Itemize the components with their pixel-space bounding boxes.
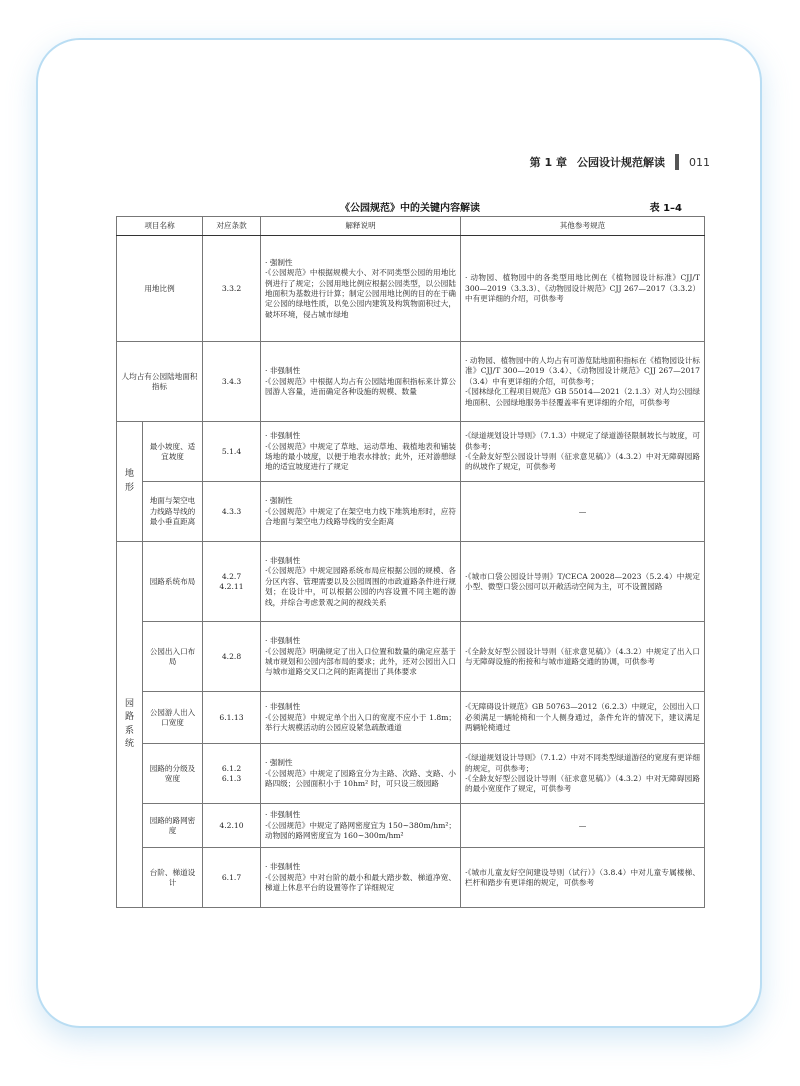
chapter-title: 公园设计规范解读 [577,156,665,169]
group-label-char: 系 [124,725,134,736]
table-row [117,744,705,804]
clause: 3.3.2 [203,236,261,342]
explain-cell [261,848,461,908]
explain-line: · 强制性 [265,758,293,768]
table-header-row [117,217,705,236]
clause-line: 4.2.11 [219,581,244,591]
page-number: 011 [689,155,710,169]
table-number: 表 1–4 [649,203,682,214]
ref-line: ·《园林绿化工程项目规范》GB 55014—2021（2.1.3）对人均公园绿地面积、公园绿地服务半径覆盖率有更详细的介绍，可供参考 [465,387,700,407]
group-label-char: 路 [124,712,134,723]
explain-cell [261,744,461,804]
item-name: 最小坡度、适宜坡度 [143,422,203,482]
refs-cell [461,744,705,804]
explain-line: ·《公园规范》中规定园路系统布局应根据公园的规模、各分区内容、管理需要以及公园周围的市政道路条件进行规划；在设计中，可以根据公园的内容设置不同主题的游线，并综合考虑景观之间的视线关系 [265,566,456,607]
explain-line: · 非强制性 [265,636,301,646]
explain-cell [261,236,461,342]
clause: 6.1.13 [203,692,261,744]
table-row [117,622,705,692]
table-row [117,804,705,848]
table-row [117,692,705,744]
ref-line: ·《全龄友好型公园设计导则（征求意见稿）》（4.3.2）中对无障碍园路的纵坡作了规定，可供参考 [465,451,700,472]
explain-line: ·《公园规范》明确规定了出入口位置和数量的确定应基于城市规划和公园内部布局的要求；此外，还对公园出入口与城市道路交叉口之间的距离提出了具体要求 [265,646,456,677]
explain-line: ·《公园规范》中根据规模大小、对不同类型公园的用地比例进行了规定；公园用地比例应根据公园类型，以公园陆地面积为基数进行计算；制定公园用地比例的目的在于确定公园的绿地性质，以免公园内建筑及构筑物面积过大，破坏环境，侵占城市绿地 [265,268,456,319]
clause-line: 4.2.7 [221,571,242,581]
item-name: 台阶、梯道设计 [143,848,203,908]
item-name: 公园出入口布局 [143,622,203,692]
ref-line: ·《绿道规划设计导则》（7.1.2）中对不同类型绿道游径的宽度有更详细的规定，可供参考； [465,753,700,773]
table-row [117,542,705,622]
column-header: 项目名称 [117,217,203,236]
table-row [117,848,705,908]
table-row [117,422,705,482]
clause: 4.2.10 [203,804,261,848]
item-name: 公园游人出入口宽度 [143,692,203,744]
ref-line: ·《全龄友好型公园设计导则（征求意见稿）》（4.3.2）中规定了出入口与无障碍设施的衔接和与城市道路交通的协调，可供参考 [465,646,700,666]
explain-line: ·《公园规范》中规定单个出入口的宽度不应小于 1.8m；举行大规模活动的公园应设紧急疏散通道 [265,712,456,733]
item-name: 地面与架空电力线路导线的最小垂直距离 [143,482,203,542]
table-row [117,482,705,542]
clause-line: 6.1.3 [221,773,242,783]
ref-line: ·《全龄友好型公园设计导则（征求意见稿）》（4.3.2）中对无障碍园路的最小宽度作了规定，可供参考 [465,773,700,794]
refs-cell [461,342,705,422]
clause: 4.3.3 [203,482,261,542]
group-label-char: 园 [124,698,134,709]
refs-cell-empty: — [461,804,705,848]
clause: 4.2.8 [203,622,261,692]
group-label-road [117,542,143,908]
explain-line: ·《公园规范》中规定了路网密度宜为 150~380m/hm²；动物园的路网密度宜为 160~300m/hm² [265,820,456,841]
chapter-number: 第 1 章 [529,156,567,169]
refs-cell [461,692,705,744]
clause-line: 6.1.2 [221,763,242,773]
refs-cell [461,622,705,692]
explain-cell [261,342,461,422]
running-header [530,154,710,170]
item-name: 园路的路网密度 [143,804,203,848]
clause: 3.4.3 [203,342,261,422]
explain-cell [261,622,461,692]
explain-line: ·《公园规范》中规定了草地、运动草地、栽植地表和铺装场地的最小坡度，以便于地表水排放；此外，还对游憩绿地的适宜坡度进行了规定 [265,441,456,472]
item-name: 用地比例 [117,236,203,342]
explain-line: · 强制性 [265,257,293,267]
item-name: 园路系统布局 [143,542,203,622]
column-header: 对应条款 [203,217,261,236]
group-label-terrain [117,422,143,542]
refs-cell [461,236,705,342]
explain-line: · 非强制性 [265,702,301,712]
table-row [117,342,705,422]
explain-cell [261,482,461,542]
explain-line: ·《公园规范》中规定了在架空电力线下堆筑地形时，应符合地面与架空电力线路导线的安全距离 [265,506,456,527]
explain-cell [261,542,461,622]
explain-line: ·《公园规范》中规定了园路宜分为主路、次路、支路、小路四级；公园面积小于 10hm² 时，可只设三级园路 [265,768,456,789]
ref-line: ·《城市口袋公园设计导则》T/CECA 20028—2023（5.2.4）中规定小型、微型口袋公园可以开敞活动空间为主，可不设置园路 [465,571,700,591]
group-label-char: 形 [124,482,134,493]
explain-line: · 非强制性 [265,431,301,441]
column-header: 其他参考规范 [461,217,705,236]
group-label-char: 地 [124,469,134,480]
clause [203,744,261,804]
item-name: 人均占有公园陆地面积指标 [117,342,203,422]
table-title: 《公园规范》中的关键内容解读 [340,203,480,214]
ref-line: ·《绿道规划设计导则》（7.1.3）中规定了绿道游径限制坡长与坡度，可供参考； [465,431,700,451]
clause [203,542,261,622]
clause: 6.1.7 [203,848,261,908]
explain-line: ·《公园规范》中根据人均占有公园陆地面积指标来计算公园游人容量，进而确定各种设施的规模、数量 [265,376,456,397]
explain-cell [261,692,461,744]
item-name: 园路的分级及宽度 [143,744,203,804]
header-divider [675,154,679,170]
explain-line: · 非强制性 [265,862,301,872]
table-row [117,236,705,342]
spec-table [116,216,705,908]
group-label-char: 统 [124,739,134,750]
refs-cell [461,848,705,908]
explain-line: ·《公园规范》中对台阶的最小和最大踏步数、梯道净宽、梯道上休息平台的设置等作了详细规定 [265,872,456,893]
column-header: 解释说明 [261,217,461,236]
refs-cell-empty: — [461,482,705,542]
ref-line: · 动物园、植物园中的人均占有可游览陆地面积指标在《植物园设计标准》CJJ/T 300—2019（3.4）、《动物园设计规范》CJJ 267—2017（3.4）中有更详细的介绍，可供参考； [465,355,700,386]
explain-line: · 非强制性 [265,810,301,820]
explain-line: · 强制性 [265,496,293,506]
clause: 5.1.4 [203,422,261,482]
explain-cell [261,804,461,848]
refs-cell [461,422,705,482]
explain-cell [261,422,461,482]
refs-cell [461,542,705,622]
explain-line: · 非强制性 [265,366,301,376]
ref-line: ·《无障碍设计规范》GB 50763—2012（6.2.3）中规定，公园出入口必须满足一辆轮椅和一个人侧身通过，条件允许的情况下，建议满足两辆轮椅通过 [465,702,700,733]
explain-line: · 非强制性 [265,555,301,565]
ref-line: ·《城市儿童友好空间建设导则（试行）》（3.8.4）中对儿童专属楼梯、栏杆和踏步有更详细的规定，可供参考 [465,867,700,887]
ref-line: · 动物园、植物园中的各类型用地比例在《植物园设计标准》CJJ/T 300—2019（3.3.3）、《动物园设计规范》CJJ 267—2017（3.3.2）中有更详细的介绍，可供参考 [465,273,700,304]
